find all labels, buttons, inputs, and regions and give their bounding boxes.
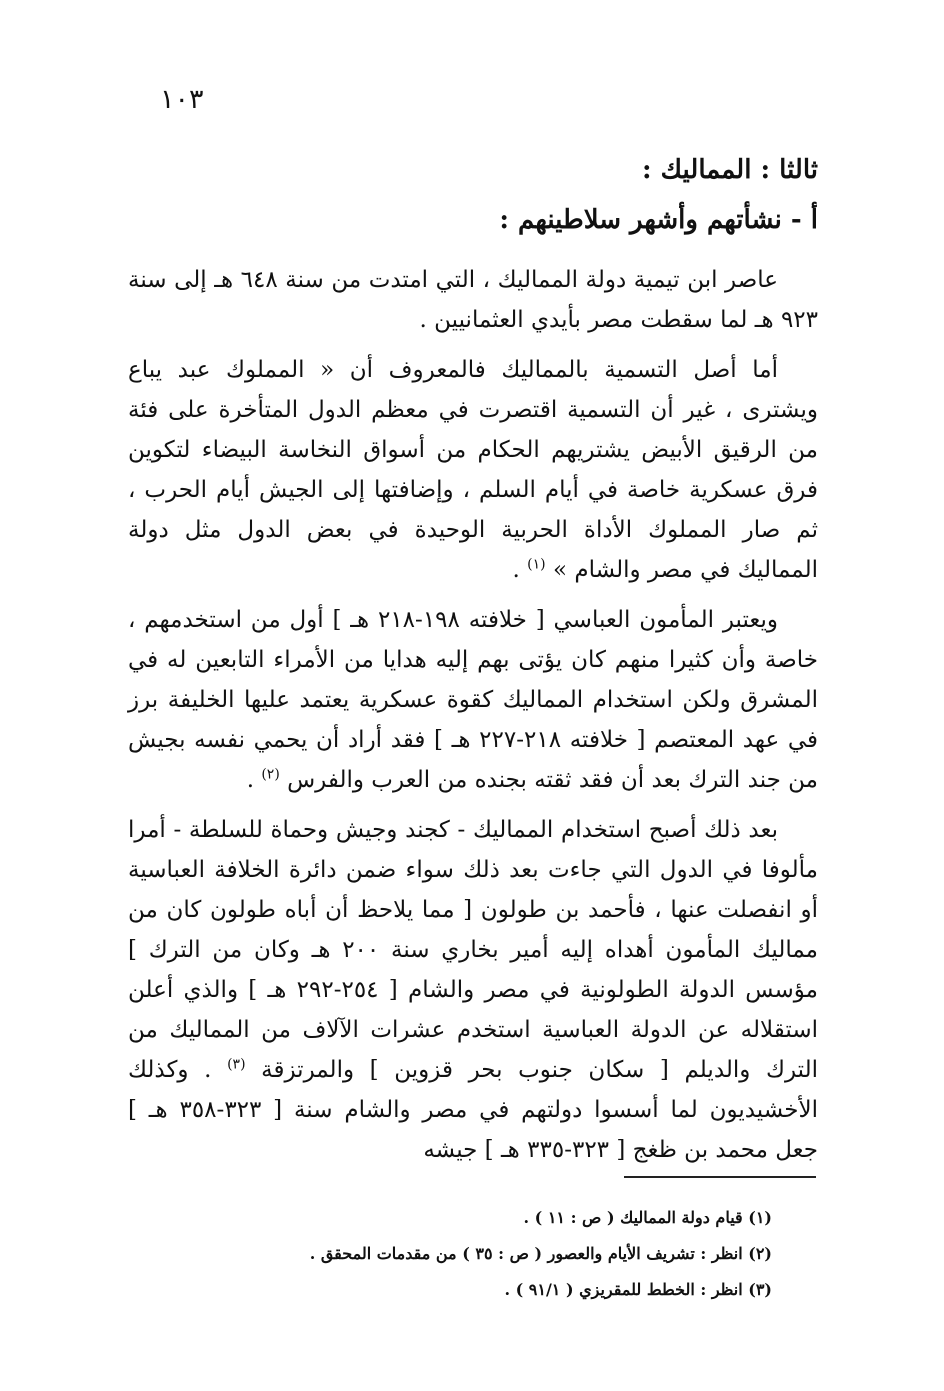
- footnote-marker: (٢): [261, 766, 280, 783]
- paragraph-tail: . وكذلك الأخشيديون لما أسسوا دولتهم في مصر والشام سنة [ ٣٢٣-٣٥٨ هـ ] جعل محمد بن ظغج [ ٣٢٣-٣٣٥ هـ ] جيشه: [128, 1057, 818, 1163]
- footnote-2: (٢) انظر : تشريف الأيام والعصور ( ص : ٣٥ ) من مقدمات المحقق .: [309, 1244, 772, 1263]
- footnote-1: (١) قيام دولة المماليك ( ص : ١١ ) .: [523, 1208, 772, 1227]
- paragraph-text: عاصر ابن تيمية دولة المماليك ، التي امتدت من سنة ٦٤٨ هـ إلى سنة ٩٢٣ هـ لما سقطت مصر بأيدي العثمانيين .: [128, 267, 818, 333]
- subsection-heading: أ - نشأتهم وأشهر سلاطينهم :: [499, 205, 818, 235]
- main-text: [128, 150, 818, 1170]
- paragraph-tail: .: [246, 767, 262, 793]
- paragraph-text: ويعتبر المأمون العباسي [ خلافته ١٩٨-٢١٨ هـ ] أول من استخدمهم ، خاصة وأن كثيرا منهم كان يؤتى بهم إليه هدايا من الأمراء التابعين له في المشرق ولكن استخدام المماليك كقوة عسكرية يعتمد عليها الخليفة برز في عهد المعتصم [ خلافته ٢١٨-٢٢٧ هـ ] فقد أراد أن يحمي نفسه بجيش من جند الترك بعد أن فقد ثقته بجنده من العرب والفرس: [128, 607, 818, 793]
- section-heading: ثالثا : المماليك :: [641, 155, 818, 185]
- footnote-marker: (٣): [227, 1056, 246, 1073]
- footnote-divider: [624, 1176, 816, 1178]
- paragraph-4: [128, 810, 818, 1170]
- paragraph-3: [128, 600, 818, 800]
- footnotes: [128, 1200, 772, 1308]
- paragraph-2: [128, 350, 818, 590]
- footnote-marker: (١): [527, 556, 546, 573]
- paragraph-1: [128, 260, 818, 340]
- paragraph-text: بعد ذلك أصبح استخدام المماليك - كجند وجيش وحماة للسلطة - أمرا مألوفا في الدول التي جاءت بعد ذلك سواء ضمن دائرة الخلافة العباسية أو انفصلت عنها ، فأحمد بن طولون [ مما يلاحظ أن أباه طولون كان من مماليك المأمون أهداه إليه أمير بخاري سنة ٢٠٠ هـ وكان من الترك ] مؤسس الدولة الطولونية في مصر والشام [ ٢٥٤-٢٩٢ هـ ] والذي أعلن استقلاله عن الدولة العباسية استخدم عشرات الآلاف من المماليك من الترك والديلم [ سكان جنوب بحر قزوين ] والمرتزقة: [128, 817, 818, 1083]
- paragraph-tail: .: [512, 557, 528, 583]
- paragraph-text: أما أصل التسمية بالمماليك فالمعروف أن « المملوك عبد يباع ويشترى ، غير أن التسمية اقتصرت في معظم الدول المتأخرة على فئة من الرقيق الأبيض يشتريهم الحكام من أسواق النخاسة البيضاء لتكوين فرق عسكرية خاصة في أيام السلم ، وإضافتها إلى الجيش أيام الحرب ، ثم صار المملوك الأداة الحربية الوحيدة في بعض الدول مثل دولة المماليك في مصر والشام »: [128, 357, 818, 583]
- page-number: ١٠٣: [160, 84, 204, 115]
- footnote-3: (٣) انظر : الخطط للمقريزي ( ٩١/١ ) .: [504, 1280, 772, 1299]
